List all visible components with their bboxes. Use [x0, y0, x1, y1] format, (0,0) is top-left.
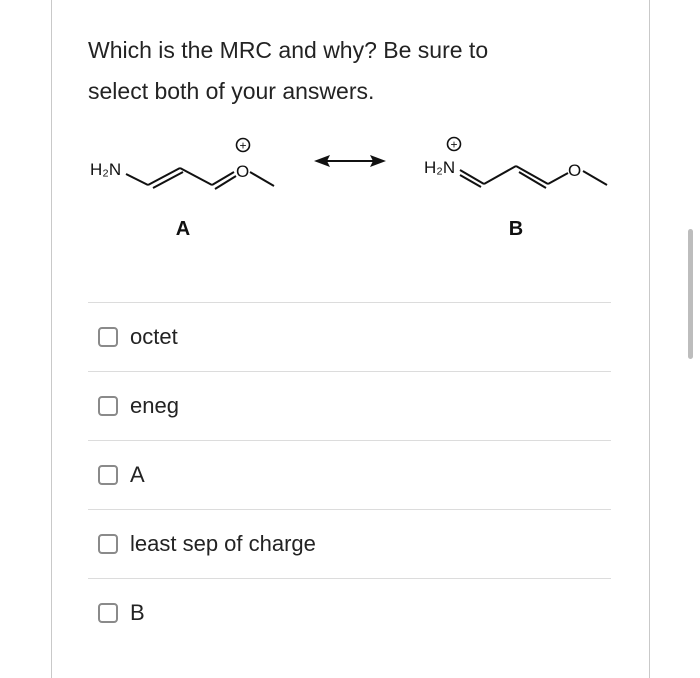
structure-b-charge: + [450, 137, 458, 152]
structure-b-bond-3 [516, 166, 548, 184]
structure-a [90, 139, 274, 241]
structure-b [424, 138, 607, 241]
resonance-arrow [314, 155, 386, 167]
option-label: eneg [130, 393, 179, 418]
checkbox[interactable] [98, 534, 118, 554]
structure-a-bond-5 [250, 172, 274, 186]
question-line-1: Which is the MRC and why? Be sure to [88, 37, 489, 63]
structure-a-charge: + [239, 138, 247, 153]
checkbox[interactable] [98, 603, 118, 623]
structure-b-bond-2 [484, 166, 516, 184]
structure-a-label: A [175, 218, 191, 240]
structure-b-bond-4 [548, 173, 568, 184]
option-label: B [130, 600, 145, 625]
option-octet[interactable] [88, 302, 611, 371]
option-eneg[interactable] [88, 371, 611, 440]
option-least-sep-of-charge[interactable] [88, 509, 611, 578]
option-label: least sep of charge [130, 531, 316, 556]
resonance-structures-figure [80, 128, 620, 248]
answer-options [88, 302, 611, 647]
structure-a-bond-1 [126, 174, 148, 185]
checkbox[interactable] [98, 465, 118, 485]
structure-a-oxygen: O [236, 162, 250, 181]
structure-b-bond-5 [583, 171, 607, 185]
structure-b-amine: H₂N [424, 158, 456, 177]
option-label: octet [130, 324, 178, 349]
option-a[interactable] [88, 440, 611, 509]
checkbox[interactable] [98, 396, 118, 416]
structure-b-oxygen: O [568, 161, 582, 180]
structure-a-amine: H₂N [90, 160, 122, 179]
question-text [88, 30, 588, 112]
structure-a-bond-3 [180, 168, 212, 185]
option-label: A [130, 462, 145, 487]
option-b[interactable] [88, 578, 611, 647]
structure-b-label: B [508, 218, 524, 240]
resonance-structures-svg [80, 128, 620, 248]
scrollbar[interactable] [688, 229, 693, 359]
checkbox[interactable] [98, 327, 118, 347]
question-line-2: select both of your answers. [88, 78, 375, 104]
